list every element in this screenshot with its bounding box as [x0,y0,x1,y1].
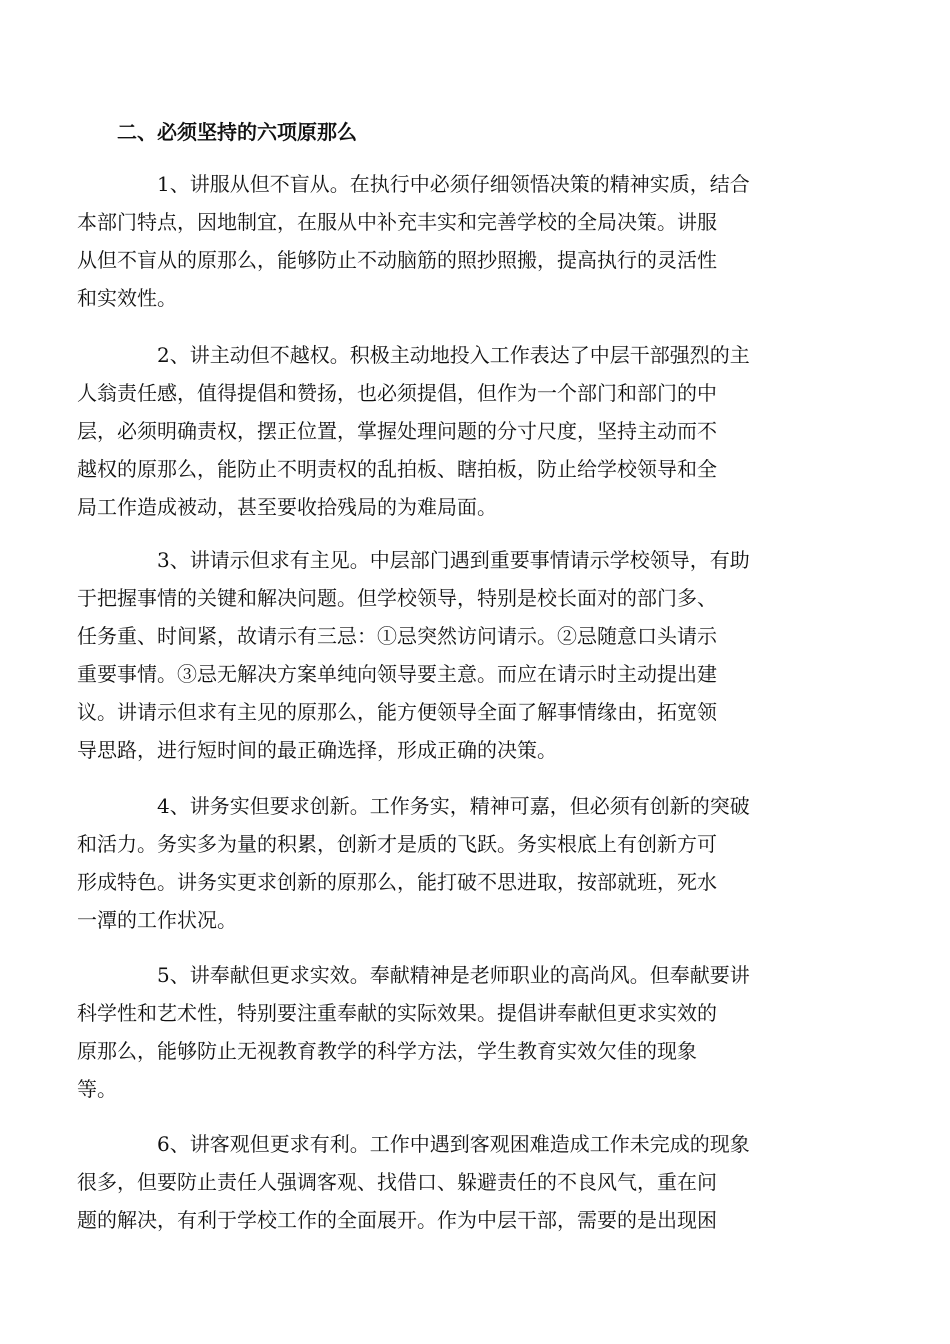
paragraph-line: 任务重、时间紧，故请示有三忌：①忌突然访问请示。②忌随意口头请示 [77,624,717,648]
paragraph-6 [77,1125,833,1239]
section-heading: 二、必须坚持的六项原那么 [117,120,357,144]
paragraph-line: 4、讲务实但要求创新。工作务实，精神可嘉，但必须有创新的突破 [157,794,750,818]
paragraph-line: 于把握事情的关键和解决问题。但学校领导，特别是校长面对的部门多、 [77,586,717,610]
paragraph-5 [77,956,833,1108]
paragraph-line: 越权的原那么，能防止不明责权的乱拍板、瞎拍板，防止给学校领导和全 [77,457,717,481]
paragraph-line: 5、讲奉献但更求实效。奉献精神是老师职业的高尚风。但奉献要讲 [157,963,750,987]
paragraph-line: 原那么，能够防止无视教育教学的科学方法，学生教育实效欠佳的现象 [77,1039,697,1063]
paragraph-line: 从但不盲从的原那么，能够防止不动脑筋的照抄照搬，提高执行的灵活性 [77,248,717,272]
paragraph-line: 3、讲请示但求有主见。中层部门遇到重要事情请示学校领导，有助 [157,548,750,572]
paragraph-line: 6、讲客观但更求有利。工作中遇到客观困难造成工作未完成的现象 [157,1132,750,1156]
paragraph-line: 很多，但要防止责任人强调客观、找借口、躲避责任的不良风气，重在问 [77,1170,717,1194]
paragraph-line: 形成特色。讲务实更求创新的原那么，能打破不思进取，按部就班，死水 [77,870,717,894]
paragraph-line: 和实效性。 [77,286,177,310]
paragraph-line: 局工作造成被动，甚至要收拾残局的为难局面。 [77,495,497,519]
paragraph-1 [77,165,833,317]
paragraph-line: 人翁责任感，值得提倡和赞扬，也必须提倡，但作为一个部门和部门的中 [77,381,717,405]
paragraph-2 [77,336,833,526]
paragraph-line: 一潭的工作状况。 [77,908,237,932]
paragraph-line: 议。讲请示但求有主见的原那么，能方便领导全面了解事情缘由，拓宽领 [77,700,717,724]
paragraph-line: 和活力。务实多为量的积累，创新才是质的飞跃。务实根底上有创新方可 [77,832,717,856]
paragraph-3 [77,541,833,769]
paragraph-line: 题的解决，有利于学校工作的全面展开。作为中层干部，需要的是出现困 [77,1208,717,1232]
paragraph-line: 2、讲主动但不越权。积极主动地投入工作表达了中层干部强烈的主 [157,343,750,367]
paragraph-line: 本部门特点，因地制宜，在服从中补充丰实和完善学校的全局决策。讲服 [77,210,717,234]
paragraph-line: 重要事情。③忌无解决方案单纯向领导要主意。而应在请示时主动提出建 [77,662,717,686]
paragraph-line: 层，必须明确责权，摆正位置，掌握处理问题的分寸尺度，坚持主动而不 [77,419,717,443]
paragraph-line: 等。 [77,1077,117,1101]
paragraph-line: 科学性和艺术性，特别要注重奉献的实际效果。提倡讲奉献但更求实效的 [77,1001,717,1025]
paragraph-line: 1、讲服从但不盲从。在执行中必须仔细领悟决策的精神实质，结合 [157,172,750,196]
paragraph-4 [77,787,833,939]
paragraph-line: 导思路，进行短时间的最正确选择，形成正确的决策。 [77,738,557,762]
